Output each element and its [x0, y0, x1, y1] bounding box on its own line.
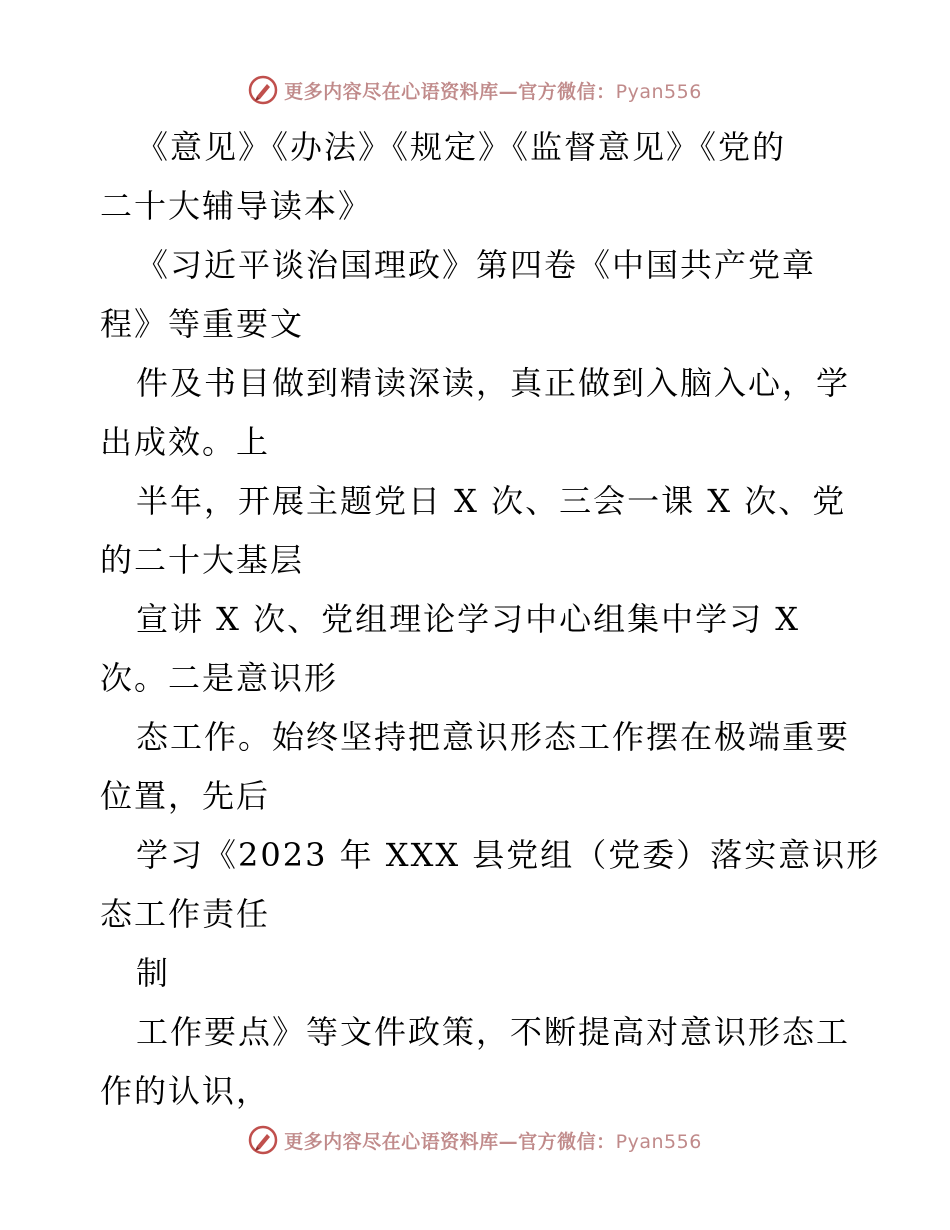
text-line: 《习近平谈治国理政》第四卷《中国共产党章	[136, 246, 817, 284]
watermark-text: 更多内容尽在心语资料库—官方微信：Pyan556	[284, 80, 702, 103]
pen-logo-icon	[248, 1125, 278, 1155]
text-line: 出成效。上	[100, 423, 271, 461]
text-line: 工作要点》等文件政策，不断提高对意识形态工	[136, 1013, 851, 1051]
text-line: 半年，开展主题党日 X 次、三会一课 X 次、党	[136, 482, 847, 520]
text-line: 学习《2023 年 XXX 县党组（党委）落实意识形	[136, 836, 881, 874]
text-line: 制	[136, 954, 171, 992]
text-line: 《意见》《办法》《规定》《监督意见》《党的	[136, 128, 787, 166]
text-line: 宣讲 X 次、党组理论学习中心组集中学习 X	[136, 600, 801, 638]
pen-logo-icon	[248, 75, 278, 105]
text-line: 次。二是意识形	[100, 659, 339, 697]
text-line: 件及书目做到精读深读，真正做到入脑入心，学	[136, 364, 851, 402]
text-line: 位置，先后	[100, 777, 271, 815]
footer-watermark	[0, 1120, 950, 1160]
text-line: 作的认识，	[100, 1072, 271, 1110]
text-line: 二十大辅导读本》	[100, 187, 373, 225]
text-line: 的二十大基层	[100, 541, 305, 579]
text-line: 态工作。始终坚持把意识形态工作摆在极端重要	[136, 718, 851, 756]
header-watermark	[0, 70, 950, 110]
watermark-text: 更多内容尽在心语资料库—官方微信：Pyan556	[284, 1130, 702, 1153]
document-body	[100, 118, 881, 1121]
text-line: 态工作责任	[100, 895, 271, 933]
text-line: 程》等重要文	[100, 305, 305, 343]
